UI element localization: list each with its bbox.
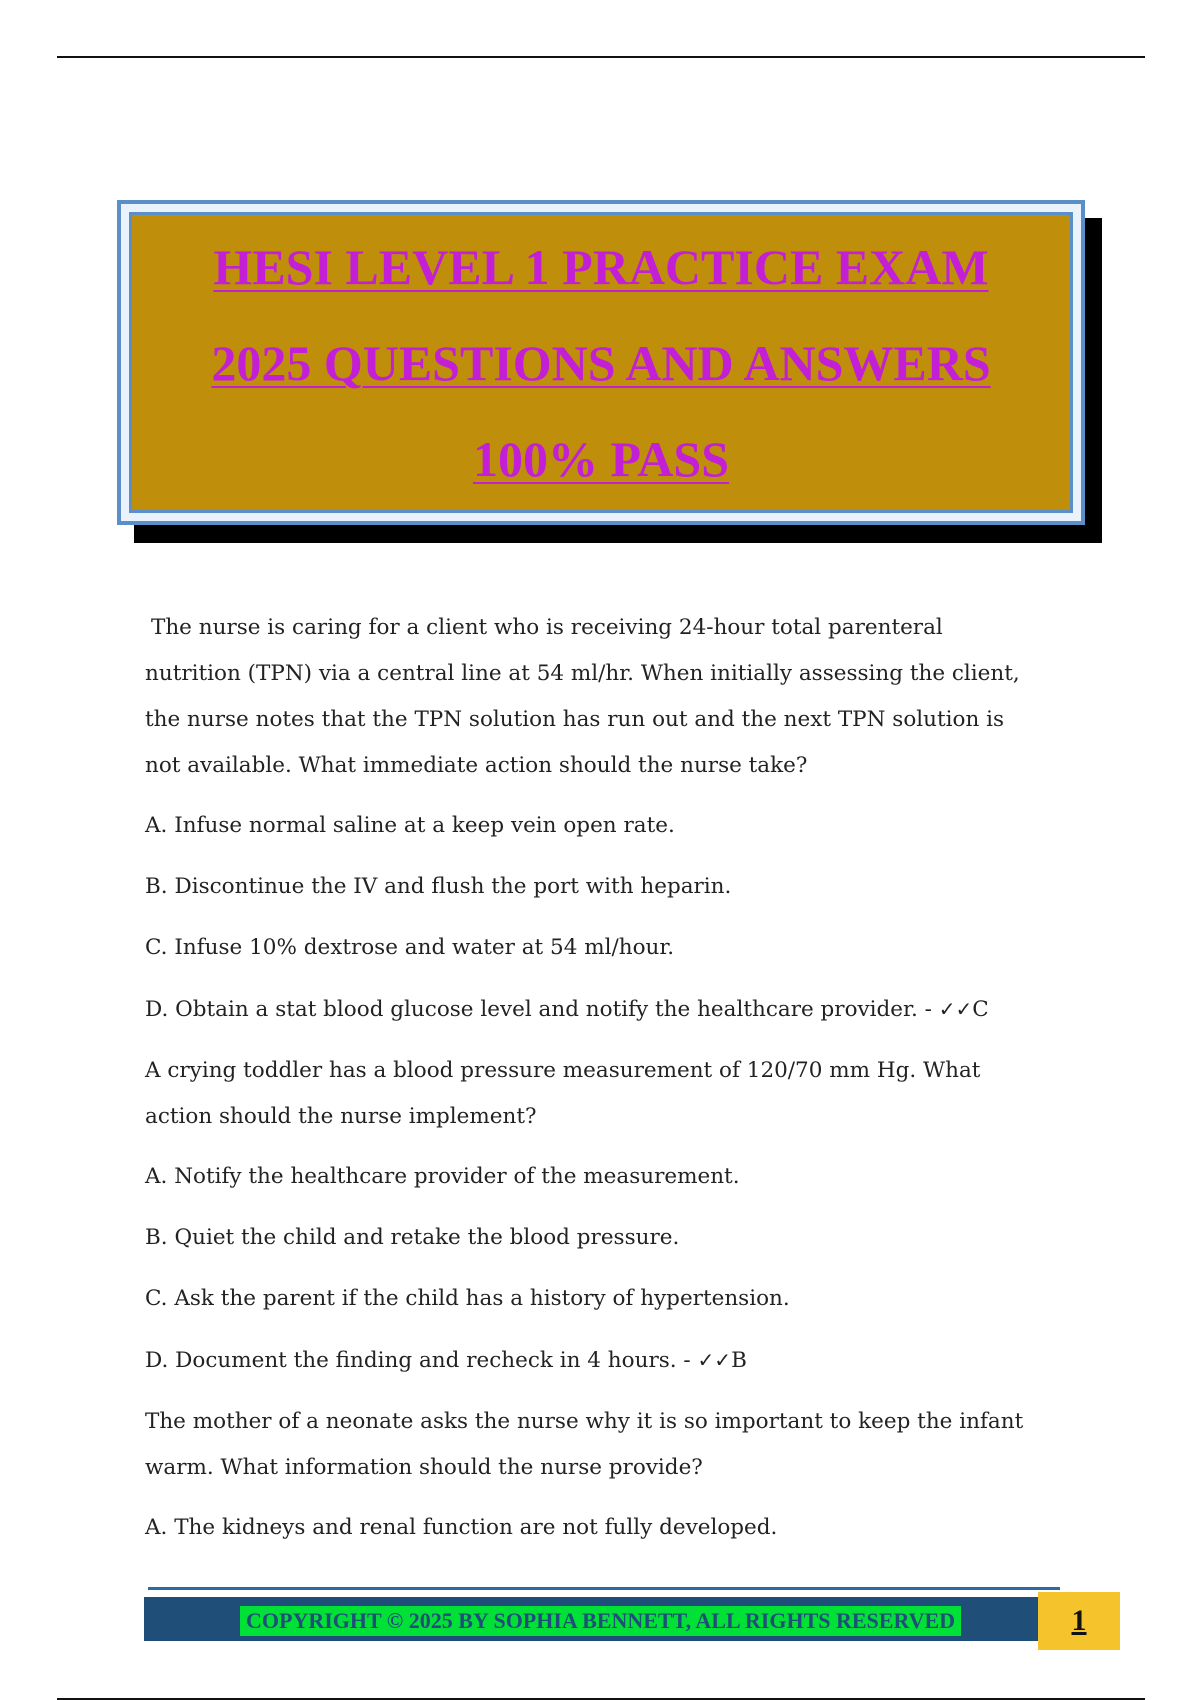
banner-title-line-1: HESI LEVEL 1 PRACTICE EXAM bbox=[213, 238, 989, 295]
correct-answer: C bbox=[972, 997, 989, 1022]
top-rule bbox=[57, 56, 1145, 58]
answer-option: A. Notify the healthcare provider of the measurement. bbox=[145, 1164, 740, 1189]
answer-option-with-key bbox=[145, 986, 1045, 1033]
correct-answer: B bbox=[731, 1348, 747, 1373]
question-stem: The mother of a neonate asks the nurse why it is so important to keep the infant warm. What information should the nurse provide? bbox=[145, 1409, 1024, 1480]
answer-option-text: D. Document the finding and recheck in 4 hours. - bbox=[145, 1348, 691, 1373]
check-mark-icon: ✓✓ bbox=[697, 1348, 732, 1372]
copyright-text: COPYRIGHT © 2025 BY SOPHIA BENNETT, ALL RIGHTS RESERVED bbox=[246, 1608, 956, 1633]
page-number: 1 bbox=[1071, 1604, 1087, 1637]
copyright-highlight bbox=[240, 1606, 961, 1636]
check-mark-icon: ✓✓ bbox=[938, 997, 973, 1021]
answer-option-with-key bbox=[145, 1337, 1045, 1384]
banner-title-line-3: 100% PASS bbox=[472, 430, 730, 487]
title-banner-inner bbox=[129, 212, 1073, 513]
question-content bbox=[145, 605, 1045, 1566]
footer-divider bbox=[148, 1587, 1060, 1590]
answer-option: C. Ask the parent if the child has a history of hypertension. bbox=[145, 1286, 790, 1311]
question-stem: A crying toddler has a blood pressure measurement of 120/70 mm Hg. What action should the nurse implement? bbox=[145, 1058, 981, 1129]
question-stem: The nurse is caring for a client who is receiving 24-hour total parenteral nutrition (TPN) via a central line at 54 ml/hr. When initially assessing the client, the nurse notes that the TPN solution has run out and the next TPN solution is not available. What immediate action should the nurse take? bbox=[145, 615, 1020, 778]
answer-option: B. Discontinue the IV and flush the port with heparin. bbox=[145, 874, 732, 899]
answer-option: B. Quiet the child and retake the blood pressure. bbox=[145, 1225, 680, 1250]
answer-option: C. Infuse 10% dextrose and water at 54 ml/hour. bbox=[145, 935, 675, 960]
answer-option-text: D. Obtain a stat blood glucose level and notify the healthcare provider. - bbox=[145, 997, 932, 1022]
answer-option: A. Infuse normal saline at a keep vein open rate. bbox=[145, 813, 675, 838]
answer-option: A. The kidneys and renal function are not fully developed. bbox=[145, 1515, 778, 1540]
banner-title-line-2: 2025 QUESTIONS AND ANSWERS bbox=[211, 334, 991, 391]
page-number-box bbox=[1038, 1592, 1120, 1650]
title-banner bbox=[117, 200, 1085, 525]
